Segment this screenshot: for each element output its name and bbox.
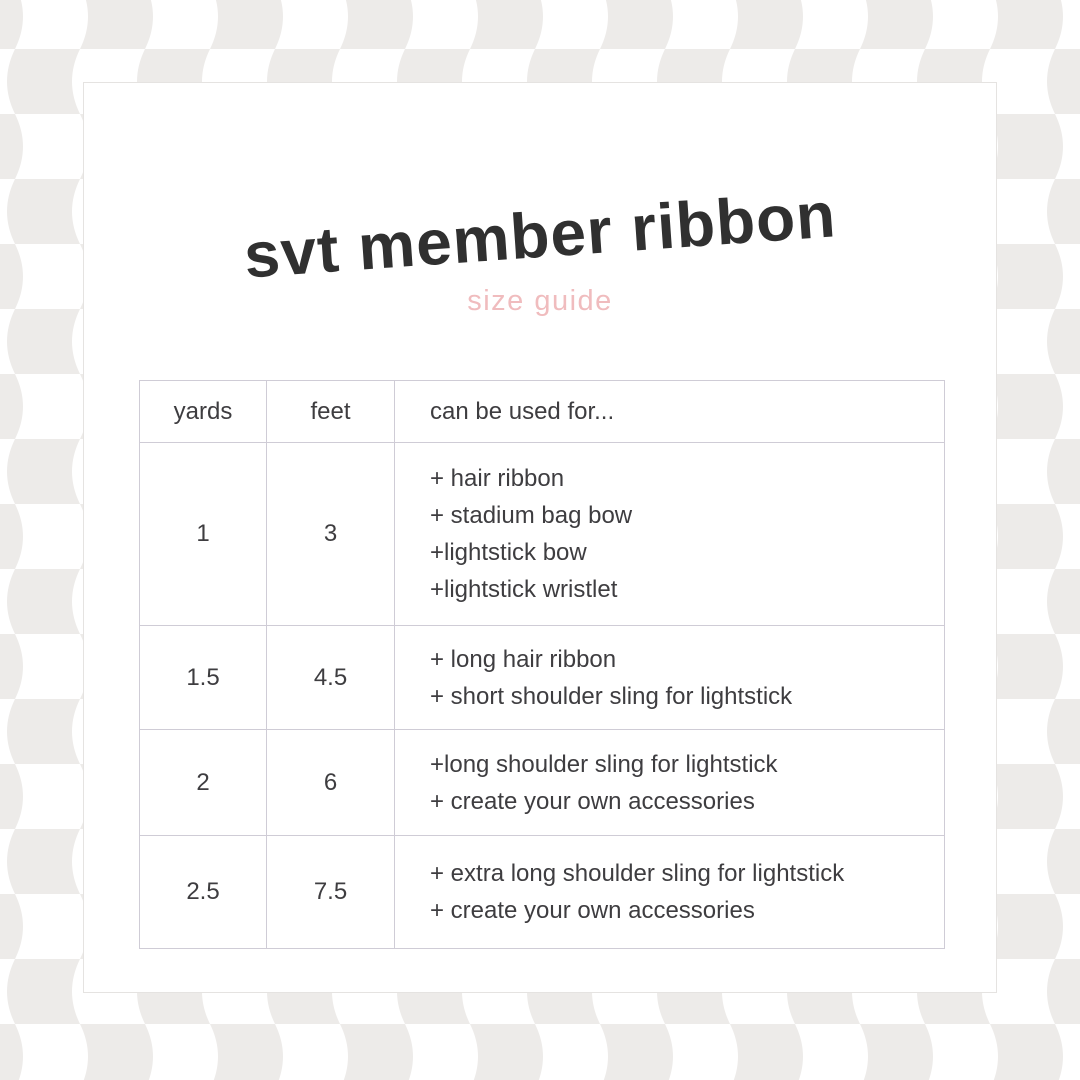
feet-cell: 7.5 [267,836,395,949]
table-row [140,626,945,730]
uses-cell [395,626,945,730]
use-item: + extra long shoulder sling for lightstick [430,860,845,887]
column-header-feet: feet [267,381,395,443]
uses-cell [395,730,945,836]
yards-cell: 2.5 [140,836,267,949]
feet-cell: 4.5 [267,626,395,730]
table-row [140,730,945,836]
table-row [140,836,945,949]
table-row [140,443,945,626]
use-item: +lightstick wristlet [430,576,618,603]
column-header-uses: can be used for... [395,381,945,443]
use-item: + long hair ribbon [430,645,617,673]
use-item: +long shoulder sling for lightstick [430,750,778,778]
page-subtitle: size guide [467,285,613,317]
yards-cell: 2 [140,730,267,836]
size-guide-card [83,82,997,993]
use-item: + hair ribbon [430,465,565,492]
use-item: + stadium bag bow [430,502,633,529]
use-item: +lightstick bow [430,539,587,566]
page-title: svt member ribbon [241,178,839,292]
yards-cell: 1.5 [140,626,267,730]
use-item: + short shoulder sling for lightstick [430,682,793,710]
use-item: + create your own accessories [430,897,755,924]
use-item: + create your own accessories [430,787,755,815]
yards-cell: 1 [140,443,267,626]
column-header-yards: yards [140,381,267,443]
feet-cell: 6 [267,730,395,836]
uses-cell [395,836,945,949]
size-guide-table [139,380,945,949]
feet-cell: 3 [267,443,395,626]
table-header-row [140,381,945,443]
uses-cell [395,443,945,626]
